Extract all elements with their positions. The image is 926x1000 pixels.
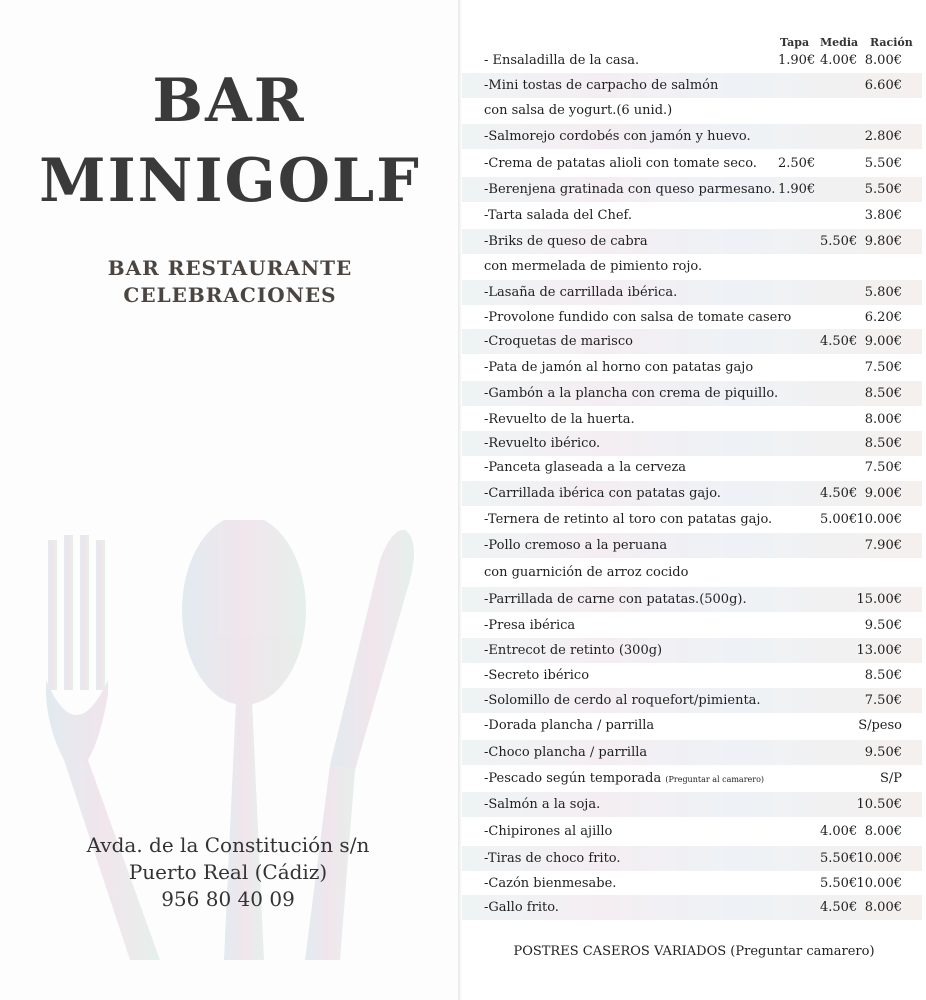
price-racion: 5.50€ [864, 182, 902, 197]
dish-label: - Ensaladilla de la casa. [484, 53, 640, 68]
dish-name [484, 98, 672, 123]
dish-label: -Choco plancha / parrilla [484, 745, 648, 760]
dish-label: -Entrecot de retinto (300g) [484, 643, 663, 658]
price-racion: 15.00€ [856, 592, 902, 607]
dish-name [484, 177, 775, 202]
cutlery-illustration [0, 520, 460, 980]
dish-label: -Revuelto ibérico. [484, 436, 601, 451]
price-media: 4.50€ [820, 900, 858, 915]
dish-label: -Provolone fundido con salsa de tomate casero [484, 310, 792, 325]
brand-line-2: MINIGOLF [39, 146, 421, 216]
price-media: 5.00€ [820, 512, 858, 527]
menu-row [462, 431, 922, 456]
dish-name [484, 766, 764, 792]
dish-label: -Panceta glaseada a la cerveza [484, 460, 687, 475]
dish-label: -Salmorejo cordobés con jamón y huevo. [484, 129, 751, 144]
dish-name [484, 455, 686, 480]
dish-label: -Pollo cremoso a la peruana [484, 538, 668, 553]
menu-row [462, 381, 922, 406]
dish-name [484, 229, 648, 254]
dish-name [484, 613, 575, 638]
dish-name [484, 407, 635, 432]
menu-row [462, 613, 922, 638]
dish-label: -Pescado según temporada [484, 771, 662, 786]
menu-row [462, 713, 922, 738]
dish-name [484, 329, 633, 354]
menu-row [462, 48, 922, 73]
dish-note: (Preguntar al camarero) [665, 775, 765, 784]
dish-name [484, 895, 559, 920]
dish-label: -Solomillo de cerdo al roquefort/pimienta. [484, 693, 761, 708]
menu-row [462, 124, 922, 149]
menu-row [462, 663, 922, 688]
dish-name [484, 73, 718, 98]
desserts-note: POSTRES CASEROS VARIADOS (Preguntar camarero) [513, 944, 875, 959]
price-tapa: 2.50€ [778, 156, 816, 171]
menu-row [462, 329, 922, 354]
price-racion: 9.50€ [864, 745, 902, 760]
menu-row [462, 280, 922, 305]
price-racion: 8.50€ [864, 436, 902, 451]
dish-name [484, 871, 616, 896]
price-racion: 9.00€ [864, 486, 902, 501]
dish-name [484, 533, 667, 558]
menu-row [462, 73, 922, 98]
price-racion: 7.50€ [864, 360, 902, 375]
dish-label: -Dorada plancha / parrilla [484, 718, 655, 733]
dish-label: -Lasaña de carrillada ibérica. [484, 285, 678, 300]
dish-name [484, 740, 647, 765]
dish-label: -Cazón bienmesabe. [484, 876, 617, 891]
menu-row [462, 688, 922, 713]
subtitle-line-2: CELEBRACIONES [123, 283, 337, 307]
dish-label: -Carrillada ibérica con patatas gajo. [484, 486, 721, 501]
dish-label: -Salmón a la soja. [484, 797, 601, 812]
dish-label: -Berenjena gratinada con queso parmesano. [484, 182, 776, 197]
menu-row [462, 846, 922, 871]
dish-name [484, 638, 662, 663]
menu-row [462, 587, 922, 612]
column-header-media: Media [820, 36, 859, 49]
price-tapa: 1.90€ [778, 182, 816, 197]
price-racion: 13.00€ [856, 643, 902, 658]
dish-name [484, 305, 791, 330]
dish-name [484, 846, 621, 871]
address-city: Puerto Real (Cádiz) [128, 860, 328, 884]
price-media: 5.50€ [820, 851, 858, 866]
dish-label: -Briks de queso de cabra [484, 234, 648, 249]
price-media: 5.50€ [820, 876, 858, 891]
menu-row [462, 151, 922, 176]
menu-row [462, 98, 922, 123]
menu-row [462, 481, 922, 506]
menu-row [462, 560, 922, 585]
price-racion: 6.60€ [864, 78, 902, 93]
menu-row [462, 455, 922, 480]
menu-row [462, 177, 922, 202]
price-racion: 9.50€ [864, 618, 902, 633]
price-media: 4.00€ [820, 53, 858, 68]
menu-row [462, 740, 922, 765]
price-media: 4.00€ [820, 824, 858, 839]
menu-row [462, 229, 922, 254]
menu-row [462, 766, 922, 791]
brand-line-1: BAR [152, 66, 306, 136]
column-header-tapa: Tapa [780, 36, 810, 49]
dish-name [484, 688, 761, 713]
price-racion: S/peso [858, 718, 902, 733]
price-racion: 8.00€ [864, 412, 902, 427]
dish-name [484, 481, 721, 506]
dish-label: -Croquetas de marisco [484, 334, 633, 349]
menu-row [462, 895, 922, 920]
dish-label: -Tarta salada del Chef. [484, 208, 632, 223]
dish-name [484, 355, 753, 380]
dish-name [484, 560, 688, 585]
menu-row [462, 792, 922, 817]
price-racion: 7.90€ [864, 538, 902, 553]
menu-row [462, 407, 922, 432]
price-racion: 8.00€ [864, 900, 902, 915]
dish-label: -Crema de patatas alioli con tomate seco. [484, 156, 757, 171]
dish-label: -Mini tostas de carpacho de salmón [484, 78, 719, 93]
dish-label: -Revuelto de la huerta. [484, 412, 635, 427]
price-racion: 7.50€ [864, 460, 902, 475]
price-racion: 8.50€ [864, 668, 902, 683]
dish-name [484, 124, 751, 149]
price-racion: 7.50€ [864, 693, 902, 708]
price-media: 4.50€ [820, 334, 858, 349]
price-racion: 9.00€ [864, 334, 902, 349]
price-racion: 5.50€ [864, 156, 902, 171]
dish-name [484, 663, 589, 688]
price-racion: 8.50€ [864, 386, 902, 401]
menu-row [462, 254, 922, 279]
dish-name [484, 203, 632, 228]
dish-label: -Chipirones al ajillo [484, 824, 613, 839]
menu-row [462, 507, 922, 532]
dish-name [484, 431, 600, 456]
menu-list [462, 0, 926, 1000]
dish-label: -Parrillada de carne con patatas.(500g). [484, 592, 747, 607]
price-media: 4.50€ [820, 486, 858, 501]
price-racion: 5.80€ [864, 285, 902, 300]
subtitle-line-1: BAR RESTAURANTE [107, 256, 353, 280]
price-racion: 10.00€ [856, 851, 902, 866]
dish-label: con guarnición de arroz cocido [484, 565, 689, 580]
dish-name [484, 254, 702, 279]
dish-name [484, 280, 677, 305]
price-racion: S/P [879, 771, 902, 786]
menu-cover [0, 0, 460, 1000]
column-header-racion: Ración [870, 36, 913, 49]
dish-name [484, 792, 600, 817]
price-racion: 10.00€ [856, 876, 902, 891]
dish-label: -Presa ibérica [484, 618, 576, 633]
dish-label: con mermelada de pimiento rojo. [484, 259, 703, 274]
price-tapa: 1.90€ [778, 53, 816, 68]
dish-name [484, 713, 654, 738]
dish-name [484, 48, 639, 73]
price-media: 5.50€ [820, 234, 858, 249]
menu-row [462, 203, 922, 228]
dish-label: -Secreto ibérico [484, 668, 590, 683]
phone-number: 956 80 40 09 [161, 887, 295, 911]
address-street: Avda. de la Constitución s/n [86, 833, 370, 857]
menu-row [462, 533, 922, 558]
menu-row [462, 638, 922, 663]
dish-label: -Gallo frito. [484, 900, 559, 915]
dish-name [484, 819, 612, 844]
price-racion: 8.00€ [864, 53, 902, 68]
dish-label: con salsa de yogurt.(6 unid.) [484, 103, 673, 118]
menu-row [462, 305, 922, 330]
dish-label: -Tiras de choco frito. [484, 851, 621, 866]
menu-row [462, 819, 922, 844]
price-racion: 3.80€ [864, 208, 902, 223]
price-racion: 8.00€ [864, 824, 902, 839]
dish-label: -Pata de jamón al horno con patatas gajo [484, 360, 754, 375]
dish-label: -Ternera de retinto al toro con patatas gajo. [484, 512, 773, 527]
dish-label: -Gambón a la plancha con crema de piquillo. [484, 386, 779, 401]
dish-name [484, 151, 757, 176]
menu-row [462, 871, 922, 896]
dish-name [484, 381, 778, 406]
price-racion: 10.00€ [856, 512, 902, 527]
dish-name [484, 587, 747, 612]
menu-row [462, 355, 922, 380]
price-racion: 10.50€ [856, 797, 902, 812]
price-racion: 6.20€ [864, 310, 902, 325]
dish-name [484, 507, 772, 532]
price-racion: 2.80€ [864, 129, 902, 144]
price-racion: 9.80€ [864, 234, 902, 249]
